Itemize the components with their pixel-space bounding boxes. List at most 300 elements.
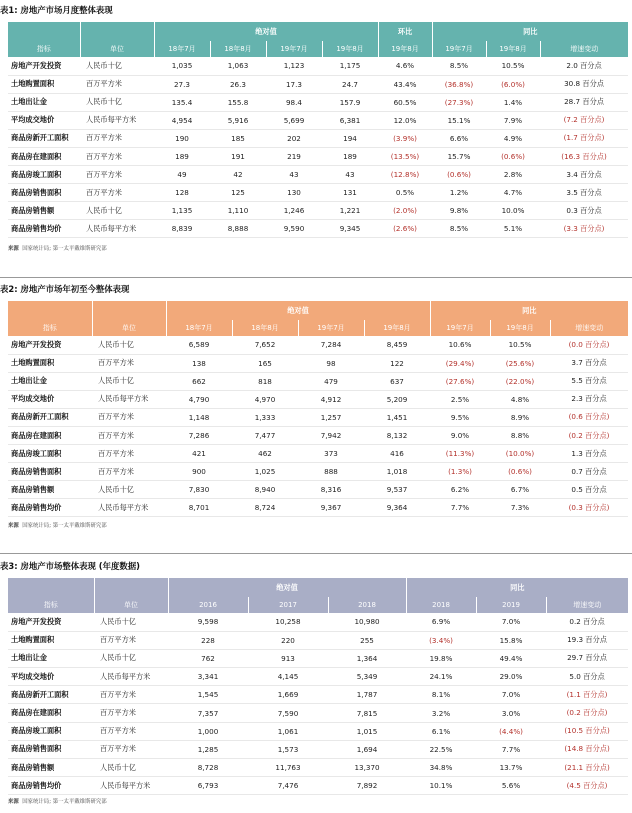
col-header: 19年7月 bbox=[430, 320, 490, 336]
value-cell: 49.4% bbox=[476, 649, 546, 667]
value-cell: 416 bbox=[364, 445, 430, 463]
value-cell: 165 bbox=[232, 354, 298, 372]
value-cell: 662 bbox=[166, 372, 232, 390]
value-cell: 1,285 bbox=[168, 740, 248, 758]
header-blank bbox=[80, 22, 154, 41]
value-cell: 6.6% bbox=[432, 129, 486, 147]
value-cell: 637 bbox=[364, 372, 430, 390]
indicator-name: 房地产开发投资 bbox=[8, 57, 80, 75]
divider bbox=[0, 553, 632, 554]
unit: 百万平方米 bbox=[92, 463, 166, 481]
col-header: 2017 bbox=[248, 597, 328, 613]
value-cell: (7.2 百分点) bbox=[540, 111, 628, 129]
value-cell: 1.2% bbox=[432, 184, 486, 202]
table-row bbox=[8, 668, 628, 686]
unit: 人民币十亿 bbox=[80, 202, 154, 220]
value-cell: 190 bbox=[154, 129, 210, 147]
value-cell: 2.8% bbox=[486, 166, 540, 184]
value-cell: 1,123 bbox=[266, 57, 322, 75]
value-cell: 7,942 bbox=[298, 426, 364, 444]
value-cell: 24.1% bbox=[406, 668, 476, 686]
table-row bbox=[8, 93, 628, 111]
value-cell: 202 bbox=[266, 129, 322, 147]
unit: 百万平方米 bbox=[80, 129, 154, 147]
col-header: 19年7月 bbox=[266, 41, 322, 57]
value-cell: 1.4% bbox=[486, 93, 540, 111]
value-cell: (2.0%) bbox=[378, 202, 432, 220]
unit: 人民币每平方米 bbox=[92, 390, 166, 408]
value-cell: 4,790 bbox=[166, 390, 232, 408]
value-cell: 5,349 bbox=[328, 668, 406, 686]
value-cell: 189 bbox=[322, 147, 378, 165]
value-cell: 1,135 bbox=[154, 202, 210, 220]
value-cell: 1,148 bbox=[166, 408, 232, 426]
unit: 人民币十亿 bbox=[80, 57, 154, 75]
table-row bbox=[8, 184, 628, 202]
value-cell: (27.3%) bbox=[432, 93, 486, 111]
indicator-name: 商品房销售面积 bbox=[8, 184, 80, 202]
table-row bbox=[8, 613, 628, 631]
col-header: 18年7月 bbox=[166, 320, 232, 336]
indicator-name: 平均成交地价 bbox=[8, 111, 80, 129]
value-cell: 220 bbox=[248, 631, 328, 649]
value-cell: 9.5% bbox=[430, 408, 490, 426]
value-cell: 43.4% bbox=[378, 75, 432, 93]
value-cell: (1.3%) bbox=[430, 463, 490, 481]
value-cell: 7,477 bbox=[232, 426, 298, 444]
value-cell: 7.9% bbox=[486, 111, 540, 129]
value-cell: 7,284 bbox=[298, 336, 364, 354]
value-cell: 8,728 bbox=[168, 759, 248, 777]
group-header-mom: 环比 bbox=[378, 22, 432, 41]
table-2-title: 表2: 房地产市场年初至今整体表现 bbox=[0, 284, 130, 294]
value-cell: 8,459 bbox=[364, 336, 430, 354]
value-cell: (11.3%) bbox=[430, 445, 490, 463]
value-cell: 4.6% bbox=[378, 57, 432, 75]
value-cell: (12.8%) bbox=[378, 166, 432, 184]
unit: 人民币十亿 bbox=[94, 649, 168, 667]
value-cell: 185 bbox=[210, 129, 266, 147]
value-cell: 5.5 百分点 bbox=[550, 372, 628, 390]
value-cell: (0.6 百分点) bbox=[550, 408, 628, 426]
group-header-absolute: 绝对值 bbox=[154, 22, 378, 41]
table-2 bbox=[8, 301, 628, 517]
value-cell: 26.3 bbox=[210, 75, 266, 93]
unit: 百万平方米 bbox=[92, 426, 166, 444]
value-cell: 43 bbox=[266, 166, 322, 184]
value-cell: 1,669 bbox=[248, 686, 328, 704]
value-cell: 7,652 bbox=[232, 336, 298, 354]
value-cell: 98 bbox=[298, 354, 364, 372]
value-cell: 6,793 bbox=[168, 777, 248, 795]
table-row bbox=[8, 686, 628, 704]
value-cell: 4.7% bbox=[486, 184, 540, 202]
indicator-name: 土地购置面积 bbox=[8, 631, 94, 649]
unit: 人民币每平方米 bbox=[80, 111, 154, 129]
value-cell: (13.5%) bbox=[378, 147, 432, 165]
value-cell: 191 bbox=[210, 147, 266, 165]
value-cell: 30.8 百分点 bbox=[540, 75, 628, 93]
value-cell: 15.7% bbox=[432, 147, 486, 165]
value-cell: 1,787 bbox=[328, 686, 406, 704]
value-cell: 1,573 bbox=[248, 740, 328, 758]
value-cell: 4,912 bbox=[298, 390, 364, 408]
value-cell: (14.8 百分点) bbox=[546, 740, 628, 758]
value-cell: (4.5 百分点) bbox=[546, 777, 628, 795]
unit: 百万平方米 bbox=[80, 75, 154, 93]
value-cell: 27.3 bbox=[154, 75, 210, 93]
value-cell: 19.8% bbox=[406, 649, 476, 667]
unit: 人民币每平方米 bbox=[92, 499, 166, 517]
indicator-name: 商品房销售均价 bbox=[8, 777, 94, 795]
value-cell: 7,476 bbox=[248, 777, 328, 795]
value-cell: 28.7 百分点 bbox=[540, 93, 628, 111]
indicator-name: 商品房新开工面积 bbox=[8, 408, 92, 426]
value-cell: 29.7 百分点 bbox=[546, 649, 628, 667]
value-cell: 5.1% bbox=[486, 220, 540, 238]
value-cell: 3.2% bbox=[406, 704, 476, 722]
value-cell: 8,724 bbox=[232, 499, 298, 517]
indicator-name: 商品房竣工面积 bbox=[8, 722, 94, 740]
value-cell: 135.4 bbox=[154, 93, 210, 111]
unit: 百万平方米 bbox=[94, 740, 168, 758]
col-header-indicator: 指标 bbox=[8, 320, 92, 336]
indicator-name: 商品房新开工面积 bbox=[8, 129, 80, 147]
value-cell: 0.2 百分点 bbox=[546, 613, 628, 631]
value-cell: 479 bbox=[298, 372, 364, 390]
value-cell: 900 bbox=[166, 463, 232, 481]
group-header-yoy: 同比 bbox=[406, 578, 628, 597]
value-cell: 9,367 bbox=[298, 499, 364, 517]
value-cell: 9.0% bbox=[430, 426, 490, 444]
table-row bbox=[8, 408, 628, 426]
col-header: 19年7月 bbox=[432, 41, 486, 57]
unit: 百万平方米 bbox=[94, 686, 168, 704]
value-cell: (6.0%) bbox=[486, 75, 540, 93]
value-cell: 1,015 bbox=[328, 722, 406, 740]
divider bbox=[0, 277, 632, 278]
unit: 百万平方米 bbox=[94, 631, 168, 649]
value-cell: 3.7 百分点 bbox=[550, 354, 628, 372]
col-header: 19年8月 bbox=[486, 41, 540, 57]
value-cell: 4.8% bbox=[490, 390, 550, 408]
value-cell: 1,333 bbox=[232, 408, 298, 426]
value-cell: 0.5% bbox=[378, 184, 432, 202]
value-cell: (3.3 百分点) bbox=[540, 220, 628, 238]
value-cell: 9,345 bbox=[322, 220, 378, 238]
value-cell: 6,381 bbox=[322, 111, 378, 129]
value-cell: 157.9 bbox=[322, 93, 378, 111]
unit: 人民币十亿 bbox=[80, 93, 154, 111]
value-cell: (27.6%) bbox=[430, 372, 490, 390]
table-row bbox=[8, 336, 628, 354]
col-header-indicator: 指标 bbox=[8, 41, 80, 57]
value-cell: 7,590 bbox=[248, 704, 328, 722]
value-cell: 138 bbox=[166, 354, 232, 372]
value-cell: 373 bbox=[298, 445, 364, 463]
value-cell: 8,132 bbox=[364, 426, 430, 444]
unit: 人民币每平方米 bbox=[94, 777, 168, 795]
value-cell: (36.8%) bbox=[432, 75, 486, 93]
value-cell: 131 bbox=[322, 184, 378, 202]
table-3-title: 表3: 房地产市场整体表现 (年度数据) bbox=[0, 561, 140, 571]
unit: 百万平方米 bbox=[92, 408, 166, 426]
unit: 人民币十亿 bbox=[92, 336, 166, 354]
value-cell: 1,025 bbox=[232, 463, 298, 481]
value-cell: 762 bbox=[168, 649, 248, 667]
unit: 人民币十亿 bbox=[92, 481, 166, 499]
col-header: 增速变动 bbox=[540, 41, 628, 57]
table-1-source: 来源 国家统计局; 第一太平戴维斯研究部 bbox=[8, 246, 107, 252]
value-cell: 60.5% bbox=[378, 93, 432, 111]
value-cell: 9,598 bbox=[168, 613, 248, 631]
indicator-name: 商品房销售面积 bbox=[8, 740, 94, 758]
table-row bbox=[8, 166, 628, 184]
indicator-name: 商品房销售面积 bbox=[8, 463, 92, 481]
value-cell: (1.1 百分点) bbox=[546, 686, 628, 704]
header-blank bbox=[92, 301, 166, 320]
value-cell: (21.1 百分点) bbox=[546, 759, 628, 777]
value-cell: 0.3 百分点 bbox=[540, 202, 628, 220]
value-cell: 155.8 bbox=[210, 93, 266, 111]
value-cell: 5,699 bbox=[266, 111, 322, 129]
value-cell: 12.0% bbox=[378, 111, 432, 129]
table-row bbox=[8, 722, 628, 740]
value-cell: 8.5% bbox=[432, 220, 486, 238]
value-cell: (1.7 百分点) bbox=[540, 129, 628, 147]
unit: 人民币十亿 bbox=[94, 613, 168, 631]
value-cell: 1,018 bbox=[364, 463, 430, 481]
header-blank bbox=[94, 578, 168, 597]
table-2-source: 来源 国家统计局; 第一太平戴维斯研究部 bbox=[8, 523, 107, 529]
value-cell: 1,061 bbox=[248, 722, 328, 740]
value-cell: 913 bbox=[248, 649, 328, 667]
indicator-name: 商品房竣工面积 bbox=[8, 445, 92, 463]
col-header: 19年8月 bbox=[322, 41, 378, 57]
value-cell: 7.7% bbox=[476, 740, 546, 758]
unit: 百万平方米 bbox=[80, 147, 154, 165]
value-cell: (3.9%) bbox=[378, 129, 432, 147]
value-cell: 10.0% bbox=[486, 202, 540, 220]
col-header: 2018 bbox=[406, 597, 476, 613]
value-cell: 7.0% bbox=[476, 686, 546, 704]
col-header-unit: 单位 bbox=[92, 320, 166, 336]
value-cell: 22.5% bbox=[406, 740, 476, 758]
value-cell: 189 bbox=[154, 147, 210, 165]
value-cell: 15.1% bbox=[432, 111, 486, 129]
table-row bbox=[8, 445, 628, 463]
value-cell: 888 bbox=[298, 463, 364, 481]
value-cell: 0.5 百分点 bbox=[550, 481, 628, 499]
value-cell: 4.9% bbox=[486, 129, 540, 147]
table-row bbox=[8, 354, 628, 372]
indicator-name: 平均成交地价 bbox=[8, 390, 92, 408]
value-cell: 122 bbox=[364, 354, 430, 372]
value-cell: 1,545 bbox=[168, 686, 248, 704]
value-cell: 8,316 bbox=[298, 481, 364, 499]
value-cell: 1,035 bbox=[154, 57, 210, 75]
indicator-name: 土地购置面积 bbox=[8, 75, 80, 93]
table-row bbox=[8, 220, 628, 238]
unit: 人民币每平方米 bbox=[80, 220, 154, 238]
indicator-name: 土地出让金 bbox=[8, 649, 94, 667]
table-row bbox=[8, 57, 628, 75]
value-cell: 818 bbox=[232, 372, 298, 390]
value-cell: 19.3 百分点 bbox=[546, 631, 628, 649]
value-cell: 8.9% bbox=[490, 408, 550, 426]
col-header-unit: 单位 bbox=[94, 597, 168, 613]
value-cell: 4,970 bbox=[232, 390, 298, 408]
value-cell: (10.5 百分点) bbox=[546, 722, 628, 740]
value-cell: 5,916 bbox=[210, 111, 266, 129]
col-header: 19年8月 bbox=[364, 320, 430, 336]
value-cell: 6.7% bbox=[490, 481, 550, 499]
value-cell: 1,364 bbox=[328, 649, 406, 667]
indicator-name: 商品房在建面积 bbox=[8, 704, 94, 722]
table-row bbox=[8, 426, 628, 444]
indicator-name: 土地出让金 bbox=[8, 93, 80, 111]
header-blank bbox=[8, 22, 80, 41]
value-cell: 3.5 百分点 bbox=[540, 184, 628, 202]
value-cell: (0.0 百分点) bbox=[550, 336, 628, 354]
table-3-source: 来源 国家统计局; 第一太平戴维斯研究部 bbox=[8, 799, 107, 805]
value-cell: 11,763 bbox=[248, 759, 328, 777]
value-cell: 2.0 百分点 bbox=[540, 57, 628, 75]
indicator-name: 商品房新开工面积 bbox=[8, 686, 94, 704]
value-cell: 3.4 百分点 bbox=[540, 166, 628, 184]
value-cell: 1,175 bbox=[322, 57, 378, 75]
col-header-indicator: 指标 bbox=[8, 597, 94, 613]
unit: 百万平方米 bbox=[92, 445, 166, 463]
value-cell: 10.5% bbox=[490, 336, 550, 354]
col-header: 2016 bbox=[168, 597, 248, 613]
table-row bbox=[8, 740, 628, 758]
value-cell: 24.7 bbox=[322, 75, 378, 93]
value-cell: 1,063 bbox=[210, 57, 266, 75]
value-cell: 7.7% bbox=[430, 499, 490, 517]
value-cell: (25.6%) bbox=[490, 354, 550, 372]
value-cell: 9,364 bbox=[364, 499, 430, 517]
value-cell: (0.6%) bbox=[432, 166, 486, 184]
group-header-absolute: 绝对值 bbox=[168, 578, 406, 597]
value-cell: 8.8% bbox=[490, 426, 550, 444]
value-cell: 6.2% bbox=[430, 481, 490, 499]
table-row bbox=[8, 390, 628, 408]
value-cell: 194 bbox=[322, 129, 378, 147]
value-cell: 2.5% bbox=[430, 390, 490, 408]
indicator-name: 商品房销售额 bbox=[8, 759, 94, 777]
col-header: 2019 bbox=[476, 597, 546, 613]
value-cell: 7,830 bbox=[166, 481, 232, 499]
value-cell: (16.3 百分点) bbox=[540, 147, 628, 165]
value-cell: (2.6%) bbox=[378, 220, 432, 238]
value-cell: (0.2 百分点) bbox=[550, 426, 628, 444]
value-cell: (4.4%) bbox=[476, 722, 546, 740]
unit: 百万平方米 bbox=[92, 354, 166, 372]
indicator-name: 土地出让金 bbox=[8, 372, 92, 390]
col-header: 18年8月 bbox=[210, 41, 266, 57]
value-cell: 219 bbox=[266, 147, 322, 165]
value-cell: (29.4%) bbox=[430, 354, 490, 372]
col-header: 19年8月 bbox=[490, 320, 550, 336]
value-cell: 1.3 百分点 bbox=[550, 445, 628, 463]
unit: 人民币每平方米 bbox=[94, 668, 168, 686]
col-header: 19年7月 bbox=[298, 320, 364, 336]
value-cell: 9,590 bbox=[266, 220, 322, 238]
col-header: 18年7月 bbox=[154, 41, 210, 57]
value-cell: (0.2 百分点) bbox=[546, 704, 628, 722]
value-cell: (0.3 百分点) bbox=[550, 499, 628, 517]
value-cell: (0.6%) bbox=[490, 463, 550, 481]
value-cell: 3,341 bbox=[168, 668, 248, 686]
table-row bbox=[8, 777, 628, 795]
col-header: 18年8月 bbox=[232, 320, 298, 336]
value-cell: 5.0 百分点 bbox=[546, 668, 628, 686]
value-cell: 7,357 bbox=[168, 704, 248, 722]
value-cell: 7,892 bbox=[328, 777, 406, 795]
value-cell: 43 bbox=[322, 166, 378, 184]
indicator-name: 土地购置面积 bbox=[8, 354, 92, 372]
value-cell: 9.8% bbox=[432, 202, 486, 220]
value-cell: 6.1% bbox=[406, 722, 476, 740]
value-cell: (3.4%) bbox=[406, 631, 476, 649]
table-1-title: 表1: 房地产市场月度整体表现 bbox=[0, 5, 113, 15]
indicator-name: 房地产开发投资 bbox=[8, 613, 94, 631]
value-cell: 8,839 bbox=[154, 220, 210, 238]
value-cell: 3.0% bbox=[476, 704, 546, 722]
table-row bbox=[8, 631, 628, 649]
value-cell: 9,537 bbox=[364, 481, 430, 499]
unit: 百万平方米 bbox=[80, 166, 154, 184]
value-cell: 1,110 bbox=[210, 202, 266, 220]
table-row bbox=[8, 202, 628, 220]
indicator-name: 商品房在建面积 bbox=[8, 147, 80, 165]
table-row bbox=[8, 499, 628, 517]
header-blank bbox=[8, 301, 92, 320]
value-cell: 17.3 bbox=[266, 75, 322, 93]
value-cell: 8.1% bbox=[406, 686, 476, 704]
col-header: 增速变动 bbox=[546, 597, 628, 613]
table-row bbox=[8, 649, 628, 667]
value-cell: 49 bbox=[154, 166, 210, 184]
value-cell: 255 bbox=[328, 631, 406, 649]
value-cell: 8,888 bbox=[210, 220, 266, 238]
value-cell: 228 bbox=[168, 631, 248, 649]
value-cell: 6,589 bbox=[166, 336, 232, 354]
table-row bbox=[8, 372, 628, 390]
group-header-absolute: 绝对值 bbox=[166, 301, 430, 320]
indicator-name: 商品房销售均价 bbox=[8, 220, 80, 238]
value-cell: 7.3% bbox=[490, 499, 550, 517]
value-cell: 10.5% bbox=[486, 57, 540, 75]
indicator-name: 平均成交地价 bbox=[8, 668, 94, 686]
value-cell: 7.0% bbox=[476, 613, 546, 631]
unit: 人民币十亿 bbox=[94, 759, 168, 777]
value-cell: 8,701 bbox=[166, 499, 232, 517]
value-cell: 13,370 bbox=[328, 759, 406, 777]
value-cell: (10.0%) bbox=[490, 445, 550, 463]
table-row bbox=[8, 111, 628, 129]
table-row bbox=[8, 481, 628, 499]
value-cell: 98.4 bbox=[266, 93, 322, 111]
table-row bbox=[8, 75, 628, 93]
table-row bbox=[8, 704, 628, 722]
indicator-name: 商品房在建面积 bbox=[8, 426, 92, 444]
group-header-yoy: 同比 bbox=[430, 301, 628, 320]
table-row bbox=[8, 129, 628, 147]
value-cell: 1,451 bbox=[364, 408, 430, 426]
value-cell: 10,258 bbox=[248, 613, 328, 631]
